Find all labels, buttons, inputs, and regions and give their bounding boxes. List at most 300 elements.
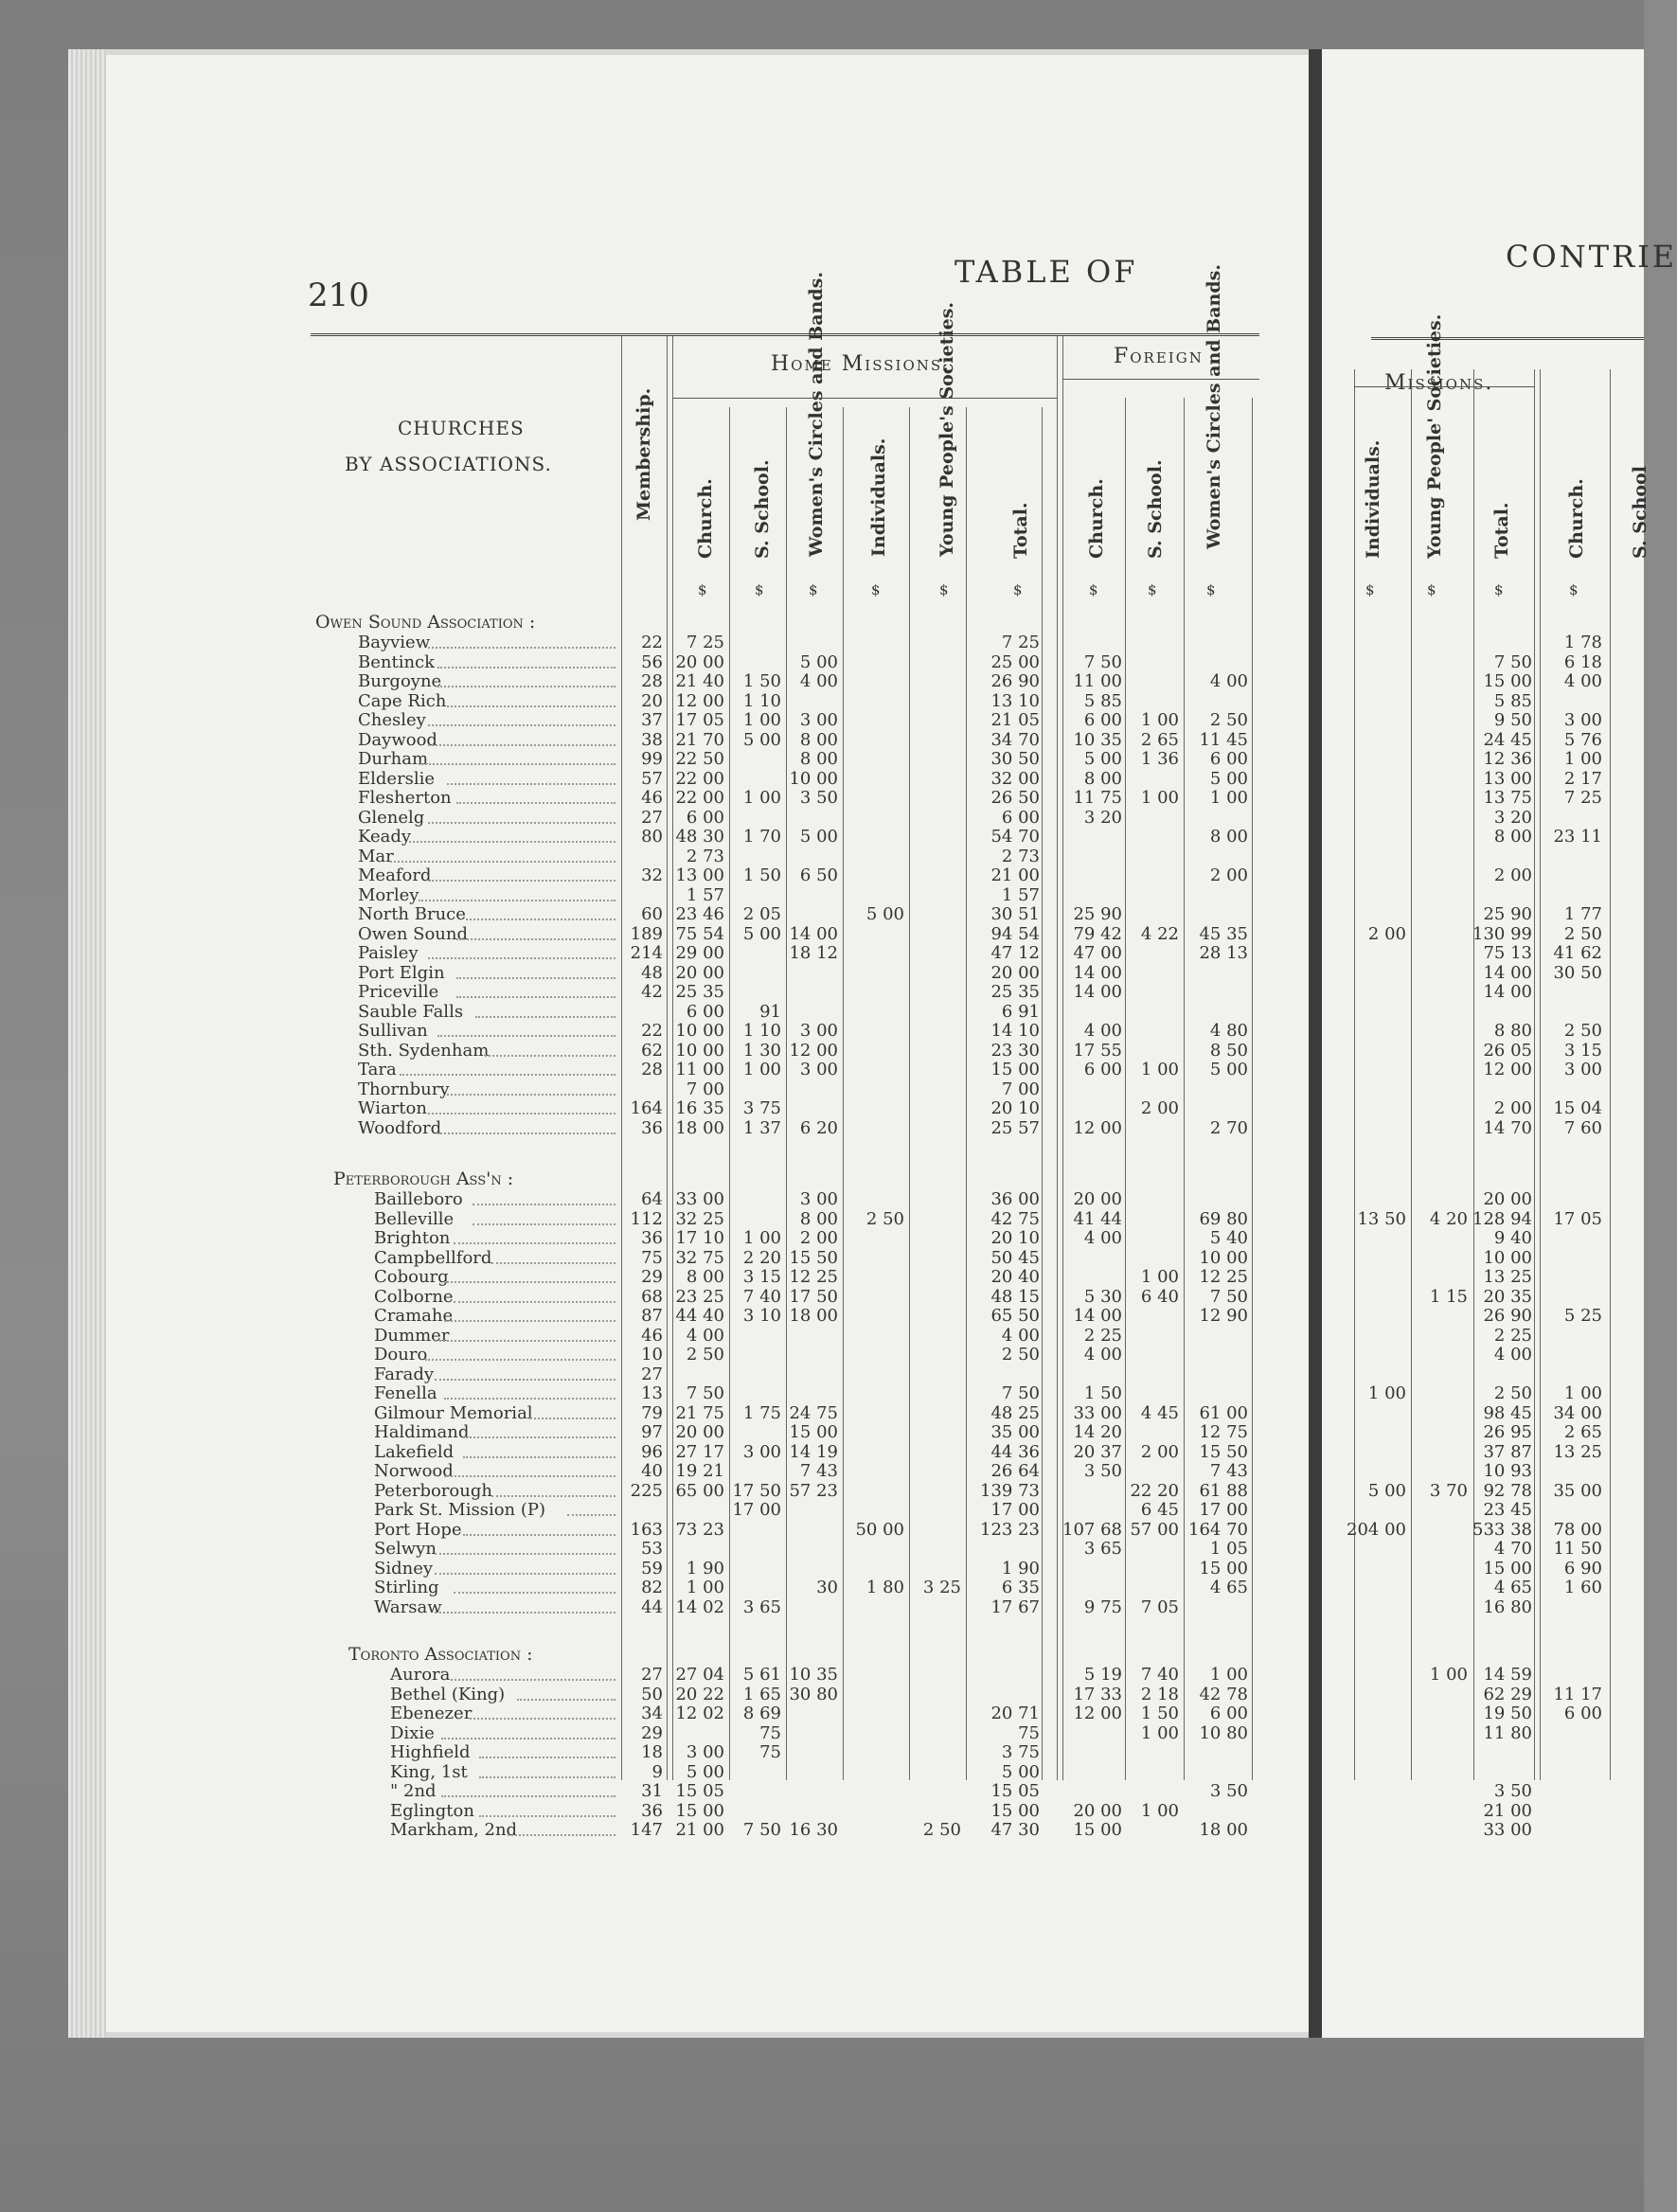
church-name: Chesley [358, 710, 426, 730]
right-value: 21 00 [1483, 1800, 1532, 1821]
home-value: 6 00 [686, 807, 724, 828]
church-name: Bentinck [358, 651, 436, 672]
home-value: 1 00 [686, 1578, 724, 1597]
column-rule [1125, 398, 1126, 1780]
right-value: 2 50 [1563, 1021, 1602, 1041]
home-value: 1 10 [742, 1021, 781, 1041]
running-head-right: CONTRIE [1506, 239, 1677, 275]
home-col-header: S. School. [752, 459, 773, 559]
right-value: 130 99 [1472, 923, 1532, 944]
home-value: 10 00 [789, 768, 838, 789]
foreign-value: 25 90 [1073, 904, 1122, 924]
home-value: 75 [759, 1742, 781, 1762]
home-value: 47 12 [990, 943, 1040, 963]
home-value: 21 00 [990, 865, 1040, 885]
membership-value: 164 [630, 1098, 663, 1118]
home-value: 26 90 [990, 671, 1040, 691]
foreign-value: 8 50 [1209, 1040, 1248, 1061]
right-value: 7 60 [1563, 1117, 1602, 1138]
home-value: 18 00 [675, 1117, 724, 1138]
foreign-value: 12 25 [1199, 1267, 1248, 1287]
right-value: 1 60 [1563, 1578, 1602, 1597]
home-value: 30 50 [990, 749, 1040, 769]
right-value: 2 50 [1493, 1383, 1532, 1403]
church-name: Bayview [358, 633, 431, 652]
home-value: 3 75 [1001, 1742, 1040, 1762]
right-value: 13 25 [1553, 1441, 1602, 1462]
leader-dots [419, 752, 615, 765]
column-rule [1042, 407, 1043, 1780]
leader-dots [447, 772, 615, 785]
home-value: 2 73 [686, 846, 724, 866]
leader-dots [447, 694, 615, 707]
right-value: 1 15 [1429, 1286, 1468, 1307]
membership-value: 20 [641, 690, 663, 711]
right-value: 9 40 [1493, 1228, 1532, 1248]
church-name: Fenella [374, 1383, 437, 1403]
church-name: Daywood [358, 729, 437, 750]
right-value: 4 70 [1493, 1539, 1532, 1559]
home-value: 25 35 [990, 982, 1040, 1002]
home-value: 23 30 [990, 1040, 1040, 1061]
home-value: 26 64 [990, 1461, 1040, 1481]
right-value: 12 36 [1483, 749, 1532, 769]
membership-value: 60 [641, 904, 663, 924]
home-value: 15 00 [675, 1800, 724, 1821]
dollar-sign: $ [755, 581, 764, 598]
leader-dots [463, 1445, 615, 1458]
church-name: Meaford [358, 865, 432, 885]
home-value: 15 05 [990, 1781, 1040, 1801]
church-name: Keady [358, 827, 412, 847]
home-value: 1 00 [742, 1060, 781, 1079]
top-rule [311, 333, 1259, 336]
home-value: 3 50 [799, 788, 838, 808]
home-value: 5 00 [742, 923, 781, 944]
home-value: 57 23 [789, 1480, 838, 1501]
home-value: 6 50 [799, 865, 838, 885]
church-name: Sidney [374, 1558, 434, 1579]
leader-dots [425, 1347, 615, 1361]
membership-value: 189 [630, 923, 663, 944]
home-value: 15 50 [789, 1247, 838, 1268]
church-name: Wiarton [358, 1098, 427, 1118]
foreign-value: 5 30 [1083, 1286, 1122, 1307]
church-name: Markham, 2nd [390, 1820, 518, 1840]
right-value: 6 90 [1563, 1558, 1602, 1579]
right-value: 8 80 [1493, 1021, 1532, 1041]
home-value: 1 90 [686, 1558, 724, 1579]
right-value: 62 29 [1483, 1684, 1532, 1704]
leader-dots [390, 849, 615, 863]
right-value: 35 00 [1553, 1480, 1602, 1501]
right-value: 20 35 [1483, 1286, 1532, 1307]
foreign-value: 14 20 [1073, 1422, 1122, 1442]
foreign-value: 6 00 [1083, 1060, 1122, 1079]
leader-dots [444, 1386, 615, 1400]
leader-dots [409, 830, 615, 843]
home-value: 5 00 [742, 729, 781, 750]
foreign-value: 1 50 [1083, 1383, 1122, 1403]
right-value: 92 78 [1483, 1480, 1532, 1501]
foreign-value: 7 50 [1083, 651, 1122, 672]
right-value: 2 65 [1563, 1422, 1602, 1442]
foreign-value: 9 75 [1083, 1597, 1122, 1617]
foreign-value: 2 00 [1209, 865, 1248, 885]
right-value: 5 00 [1367, 1480, 1406, 1501]
membership-value: 42 [641, 982, 663, 1002]
home-value: 20 00 [675, 651, 724, 672]
home-value: 20 71 [990, 1704, 1040, 1723]
membership-value: 37 [641, 710, 663, 730]
foreign-value: 1 00 [1209, 1665, 1248, 1685]
right-value: 11 50 [1553, 1539, 1602, 1559]
right-value: 23 11 [1553, 827, 1602, 847]
right-value: 16 80 [1483, 1597, 1532, 1617]
foreign-value: 2 00 [1140, 1441, 1179, 1462]
right-value: 98 45 [1483, 1402, 1532, 1423]
leader-dots [456, 927, 615, 940]
home-value: 42 75 [990, 1208, 1040, 1229]
right-col-header: Total. [1491, 502, 1512, 559]
section-title: Owen Sound Association : [315, 612, 536, 633]
church-name: Colborne [374, 1286, 454, 1307]
right-value: 6 18 [1563, 651, 1602, 672]
right-value: 11 80 [1483, 1722, 1532, 1743]
right-value: 2 50 [1563, 923, 1602, 944]
home-col-header: Young People's Societies. [937, 301, 957, 557]
home-value: 15 00 [990, 1800, 1040, 1821]
right-value: 10 93 [1483, 1461, 1532, 1481]
home-value: 7 00 [686, 1079, 724, 1099]
church-name: Mar [358, 846, 394, 866]
home-value: 32 25 [675, 1208, 724, 1229]
home-value: 75 [1018, 1722, 1040, 1743]
right-value: 204 00 [1347, 1519, 1406, 1540]
home-value: 4 00 [686, 1325, 724, 1346]
home-value: 1 30 [742, 1040, 781, 1061]
foreign-value: 2 25 [1083, 1325, 1122, 1346]
right-value: 3 70 [1429, 1480, 1468, 1501]
foreign-value: 2 70 [1209, 1117, 1248, 1138]
leader-dots [437, 655, 615, 669]
home-value: 34 70 [990, 729, 1040, 750]
home-value: 1 70 [742, 827, 781, 847]
home-value: 7 50 [686, 1383, 724, 1403]
right-value: 2 25 [1493, 1325, 1532, 1346]
foreign-value: 4 00 [1083, 1021, 1122, 1041]
right-value: 26 05 [1483, 1040, 1532, 1061]
foreign-value: 2 50 [1209, 710, 1248, 730]
foreign-value: 10 00 [1199, 1247, 1248, 1268]
home-value: 8 00 [686, 1267, 724, 1287]
right-value: 17 05 [1553, 1208, 1602, 1229]
right-value: 34 00 [1553, 1402, 1602, 1423]
right-value: 23 45 [1483, 1500, 1532, 1520]
foreign-value: 4 65 [1209, 1578, 1248, 1597]
right-value: 8 00 [1493, 827, 1532, 847]
right-value: 3 00 [1563, 1060, 1602, 1079]
foreign-value: 11 75 [1073, 788, 1122, 808]
right-value: 30 50 [1553, 962, 1602, 983]
leader-dots [456, 985, 615, 998]
membership-value: 62 [641, 1040, 663, 1061]
foreign-value: 8 00 [1209, 827, 1248, 847]
foreign-value: 17 33 [1073, 1684, 1122, 1704]
foreign-value: 11 45 [1199, 729, 1248, 750]
church-name: Sauble Falls [358, 1001, 464, 1022]
membership-value: 59 [641, 1558, 663, 1579]
dollar-sign: $ [939, 581, 949, 598]
membership-value: 97 [641, 1422, 663, 1442]
leader-dots [463, 1523, 615, 1536]
foreign-value: 33 00 [1073, 1402, 1122, 1423]
foreign-value: 4 00 [1083, 1345, 1122, 1365]
foreign-value: 14 00 [1073, 962, 1122, 983]
column-rule [1534, 369, 1535, 1780]
church-name: Glenelg [358, 807, 425, 828]
foreign-value: 2 18 [1140, 1684, 1179, 1704]
right-value: 15 00 [1483, 1558, 1532, 1579]
home-value: 20 00 [675, 962, 724, 983]
home-value: 44 40 [675, 1306, 724, 1326]
right-value: 128 94 [1472, 1208, 1532, 1229]
home-value: 22 00 [675, 768, 724, 789]
home-value: 30 51 [990, 904, 1040, 924]
home-value: 6 00 [1001, 807, 1040, 828]
home-missions-header: Home Missions. [771, 352, 952, 376]
church-name: Flesherton [358, 788, 452, 808]
home-col-header: Women's Circles and Bands. [806, 272, 827, 557]
church-name: Sullivan [358, 1021, 428, 1041]
home-value: 26 50 [990, 788, 1040, 808]
leader-dots [454, 1231, 615, 1244]
foreign-value: 1 00 [1140, 788, 1179, 808]
home-value: 6 91 [1001, 1001, 1040, 1022]
home-value: 65 50 [990, 1306, 1040, 1326]
foreign-col-header: S. School. [1145, 459, 1166, 559]
membership-value: 112 [630, 1208, 663, 1229]
home-value: 12 00 [675, 690, 724, 711]
home-value: 18 12 [789, 943, 838, 963]
foreign-value: 12 90 [1199, 1306, 1248, 1326]
home-value: 12 02 [675, 1704, 724, 1723]
membership-value: 27 [641, 1665, 663, 1685]
church-name: Port Elgin [358, 962, 445, 983]
foreign-value: 10 80 [1199, 1722, 1248, 1743]
leader-dots [428, 868, 615, 882]
home-value: 8 00 [799, 1208, 838, 1229]
church-name: Campbellford [374, 1247, 492, 1268]
home-value: 4 00 [799, 671, 838, 691]
home-value: 21 05 [990, 710, 1040, 730]
church-name: Priceville [358, 982, 439, 1002]
church-name: Dummer [374, 1325, 450, 1346]
home-value: 14 02 [675, 1597, 724, 1617]
foreign-value: 14 00 [1073, 1306, 1122, 1326]
home-value: 15 05 [675, 1781, 724, 1801]
home-value: 18 00 [789, 1306, 838, 1326]
home-value: 13 10 [990, 690, 1040, 711]
church-name: Ebenezer [390, 1704, 473, 1723]
home-value: 7 50 [742, 1820, 781, 1840]
right-value: 1 78 [1563, 633, 1602, 652]
membership-value: 80 [641, 827, 663, 847]
right-value: 1 00 [1367, 1383, 1406, 1403]
church-name: Park St. Mission (P) [374, 1500, 546, 1520]
home-value: 3 00 [799, 1021, 838, 1041]
home-value: 1 57 [1001, 884, 1040, 905]
home-value: 50 00 [855, 1519, 904, 1540]
header-rule [672, 398, 1057, 399]
home-value: 7 25 [1001, 633, 1040, 652]
home-value: 2 50 [922, 1820, 961, 1840]
membership-value: 27 [641, 1364, 663, 1384]
home-value: 20 40 [990, 1267, 1040, 1287]
right-value: 10 00 [1483, 1247, 1532, 1268]
home-value: 20 22 [675, 1684, 724, 1704]
leader-dots [441, 1726, 615, 1739]
church-name: Belleville [374, 1208, 455, 1229]
dollar-sign: $ [1427, 581, 1436, 598]
foreign-value: 1 00 [1140, 1722, 1179, 1743]
church-name: Stirling [374, 1578, 439, 1597]
home-value: 8 00 [799, 729, 838, 750]
right-value: 3 50 [1493, 1781, 1532, 1801]
home-value: 27 17 [675, 1441, 724, 1462]
foreign-value: 8 00 [1083, 768, 1122, 789]
right-value: 14 00 [1483, 982, 1532, 1002]
membership-value: 79 [641, 1402, 663, 1423]
right-value: 13 50 [1357, 1208, 1406, 1229]
home-col-header: Individuals. [868, 437, 889, 557]
home-value: 25 00 [990, 651, 1040, 672]
foreign-value: 15 00 [1199, 1558, 1248, 1579]
membership-value: 27 [641, 807, 663, 828]
right-value: 4 65 [1493, 1578, 1532, 1597]
membership-value: 46 [641, 1325, 663, 1346]
church-name: Peterborough [374, 1480, 492, 1501]
right-value: 26 90 [1483, 1306, 1532, 1326]
home-value: 12 00 [789, 1040, 838, 1061]
right-value: 26 95 [1483, 1422, 1532, 1442]
foreign-value: 3 65 [1083, 1539, 1122, 1559]
home-value: 3 00 [799, 1189, 838, 1209]
foreign-value: 12 00 [1073, 1704, 1122, 1723]
membership-value: 87 [641, 1306, 663, 1326]
church-name: King, 1st [390, 1761, 468, 1782]
section-title: Peterborough Ass'n : [333, 1168, 514, 1189]
home-value: 17 50 [732, 1480, 781, 1501]
right-col-header: Young People' Societies. [1424, 313, 1445, 559]
membership-value: 29 [641, 1722, 663, 1743]
home-value: 5 00 [799, 827, 838, 847]
membership-value: 29 [641, 1267, 663, 1287]
home-value: 3 00 [686, 1742, 724, 1762]
home-value: 2 50 [865, 1208, 904, 1229]
running-head-left: TABLE OF [954, 254, 1138, 290]
home-value: 32 00 [990, 768, 1040, 789]
church-name: Haldimand [374, 1422, 470, 1442]
home-value: 3 00 [742, 1441, 781, 1462]
foreign-value: 5 85 [1083, 690, 1122, 711]
home-value: 7 00 [1001, 1079, 1040, 1099]
right-value: 4 00 [1493, 1345, 1532, 1365]
church-name: Eglington [390, 1800, 474, 1821]
home-value: 17 05 [675, 710, 724, 730]
foreign-value: 5 00 [1209, 768, 1248, 789]
home-value: 17 10 [675, 1228, 724, 1248]
foreign-value: 61 88 [1199, 1480, 1248, 1501]
home-value: 3 75 [742, 1098, 781, 1118]
leader-dots [428, 733, 615, 746]
home-value: 30 [816, 1578, 838, 1597]
foreign-value: 4 45 [1140, 1402, 1179, 1423]
home-value: 3 25 [922, 1578, 961, 1597]
right-value: 1 00 [1429, 1665, 1468, 1685]
foreign-value: 7 40 [1140, 1665, 1179, 1685]
foreign-value: 6 40 [1140, 1286, 1179, 1307]
foreign-value: 5 00 [1209, 1060, 1248, 1079]
right-value: 2 00 [1367, 923, 1406, 944]
missions-header: Missions. [1384, 371, 1494, 395]
church-name: Selwyn [374, 1539, 437, 1559]
home-value: 47 30 [990, 1820, 1040, 1840]
foreign-value: 2 65 [1140, 729, 1179, 750]
home-value: 139 73 [980, 1480, 1040, 1501]
foreign-value: 107 68 [1062, 1519, 1122, 1540]
church-name: Lakefield [374, 1441, 455, 1462]
leader-dots [567, 1503, 615, 1516]
foreign-value: 6 45 [1140, 1500, 1179, 1520]
right-value: 5 76 [1563, 729, 1602, 750]
foreign-value: 15 00 [1073, 1820, 1122, 1840]
home-value: 3 10 [742, 1306, 781, 1326]
home-value: 21 40 [675, 671, 724, 691]
foreign-value: 164 70 [1188, 1519, 1248, 1540]
church-name: Douro [374, 1345, 428, 1365]
foreign-value: 2 00 [1140, 1098, 1179, 1118]
leader-dots [419, 888, 615, 901]
membership-value: 147 [630, 1820, 663, 1840]
foreign-value: 4 22 [1140, 923, 1179, 944]
home-value: 123 23 [980, 1519, 1040, 1540]
membership-value: 214 [630, 943, 663, 963]
leader-dots [435, 1542, 615, 1555]
home-value: 30 80 [789, 1684, 838, 1704]
foreign-value: 1 00 [1140, 1800, 1179, 1821]
right-value: 5 25 [1563, 1306, 1602, 1326]
foreign-value: 18 00 [1199, 1820, 1248, 1840]
membership-value: 225 [630, 1480, 663, 1501]
leader-dots [456, 966, 615, 979]
foreign-value: 45 35 [1199, 923, 1248, 944]
right-value: 19 50 [1483, 1704, 1532, 1723]
membership-value: 28 [641, 1060, 663, 1079]
dollar-sign: $ [1569, 581, 1579, 598]
foreign-value: 15 50 [1199, 1441, 1248, 1462]
church-name: Thornbury [358, 1079, 450, 1099]
church-name: Elderslie [358, 768, 436, 789]
church-name: Norwood [374, 1461, 454, 1481]
leader-dots [437, 1121, 615, 1134]
home-value: 32 75 [675, 1247, 724, 1268]
column-rule [1354, 369, 1355, 1780]
leader-dots [463, 1425, 615, 1438]
foreign-value: 28 13 [1199, 943, 1248, 963]
right-value: 15 00 [1483, 671, 1532, 691]
home-value: 16 35 [675, 1098, 724, 1118]
